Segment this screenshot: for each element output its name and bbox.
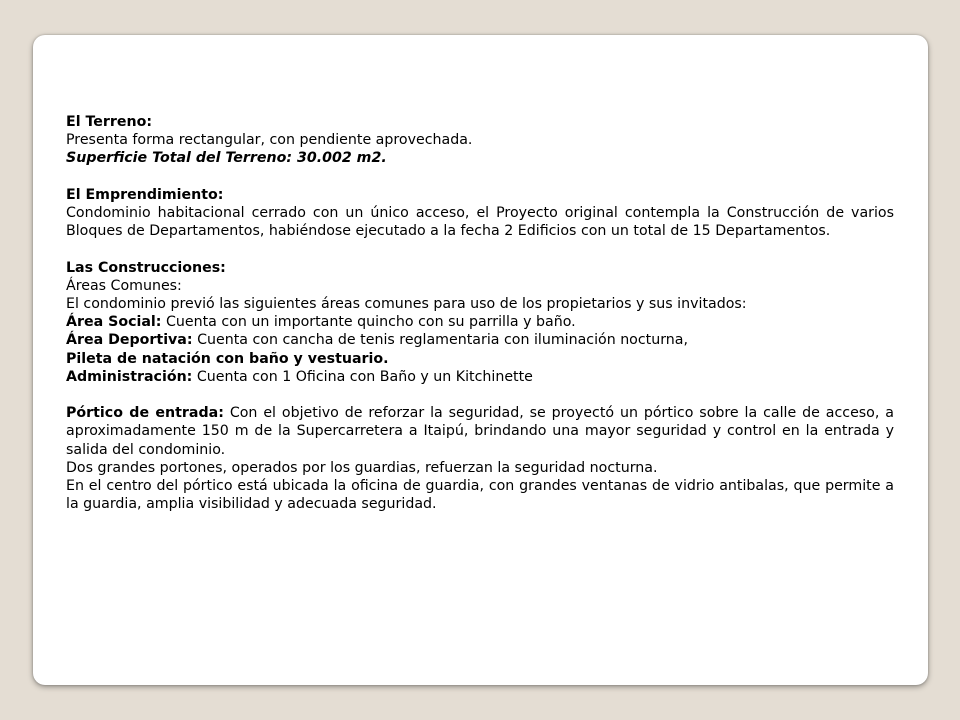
spacer [66, 386, 894, 404]
portico-paragraph [66, 404, 894, 459]
area-text: Cuenta con 1 Oficina con Baño y un Kitchinette [192, 368, 533, 385]
area-label: Área Social: [66, 314, 162, 331]
portico-text: Con el objetivo de reforzar la seguridad, se proyectó un pórtico sobre la calle de acceso, a aproximadamente 150 m de la Supercarretera a Itaipú, brindando una mayor seguridad y control en la entrada y salida del condominio. [66, 405, 894, 458]
emprendimiento-heading: El Emprendimiento: [66, 186, 224, 203]
area-label: Pileta de natación con baño y vestuario. [66, 350, 389, 367]
terreno-heading: El Terreno: [66, 114, 153, 130]
emprendimiento-description: Condominio habitacional cerrado con un único acceso, el Proyecto original contempla la Construcción de varios Bloques de Departamentos, habiéndose ejecutado a la fecha 2 Edificios con un total de 15 Departamentos. [66, 205, 894, 240]
slide-body [66, 113, 894, 513]
area-label: Administración: [66, 368, 193, 385]
area-deportiva [66, 331, 894, 349]
area-social [66, 313, 894, 331]
area-administracion [66, 368, 894, 386]
portico-oficina: En el centro del pórtico está ubicada la oficina de guardia, con grandes ventanas de vidrio antibalas, que permite a la guardia, amplia visibilidad y adecuada seguridad. [66, 478, 894, 513]
construcciones-heading: Las Construcciones: [66, 259, 226, 276]
portico-portones: Dos grandes portones, operados por los guardias, refuerzan la seguridad nocturna. [66, 459, 658, 476]
spacer [66, 240, 894, 258]
portico-label: Pórtico de entrada: [66, 405, 224, 422]
terreno-description: Presenta forma rectangular, con pendiente aprovechada. [66, 132, 473, 149]
area-label: Área Deportiva: [66, 332, 193, 349]
terreno-surface: Superficie Total del Terreno: 30.002 m2. [66, 150, 387, 167]
spacer [66, 168, 894, 186]
slide-card [33, 35, 928, 685]
construcciones-subheading: Áreas Comunes: [66, 277, 182, 294]
area-text: Cuenta con un importante quincho con su parrilla y baño. [161, 314, 576, 331]
area-text: Cuenta con cancha de tenis reglamentaria con iluminación nocturna, [192, 332, 688, 349]
area-pileta [66, 350, 894, 368]
construcciones-intro: El condominio previó las siguientes áreas comunes para uso de los propietarios y sus invitados: [66, 296, 747, 312]
